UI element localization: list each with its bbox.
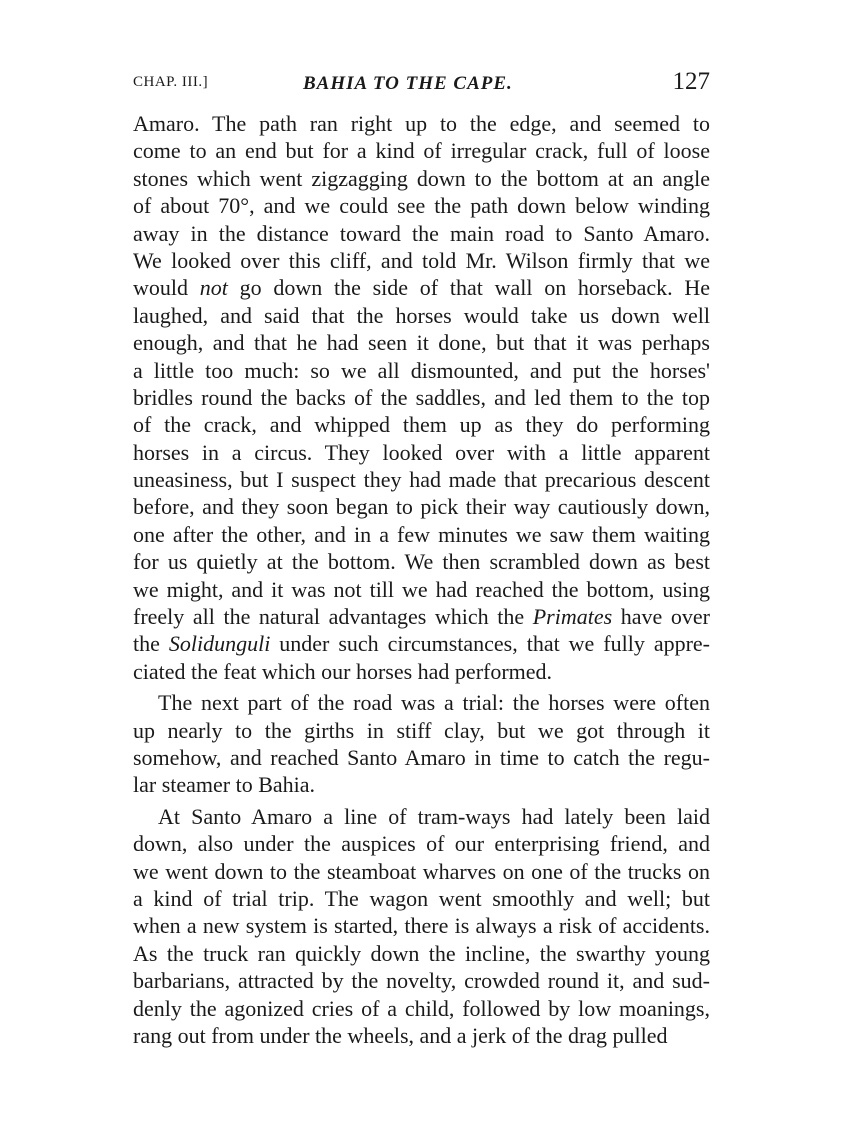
text-line: ciated the feat which our horses had performed. xyxy=(133,658,553,684)
text-line: of about 70°, and we could see the path down below winding xyxy=(133,193,710,219)
text-line: come to an end but for a kind of irregular crack, full of loose xyxy=(133,138,710,164)
text-line: we went down to the steamboat wharves on one of the trucks on xyxy=(133,858,710,884)
text-segment: would xyxy=(133,275,200,301)
page-number: 127 xyxy=(672,68,710,95)
text-line: down, also under the auspices of our enterprising friend, and xyxy=(133,831,710,857)
italic-term: Solidunguli xyxy=(168,631,271,657)
text-line: we might, and it was not till we had reached the bottom, using xyxy=(133,576,710,602)
text-line: when a new system is started, there is always a risk of accidents. xyxy=(133,913,710,939)
text-line: one after the other, and in a few minutes we saw them waiting xyxy=(133,521,710,547)
text-line: enough, and that he had seen it done, but that it was perhaps xyxy=(133,330,710,356)
text-line: of the crack, and whipped them up as they do performing xyxy=(133,412,710,438)
text-line: We looked over this cliff, and told Mr. Wilson firmly that we xyxy=(133,247,710,273)
text-line: away in the distance toward the main road to Santo Amaro. xyxy=(133,220,710,246)
text-line: laughed, and said that the horses would take us down well xyxy=(133,302,710,328)
text-line: barbarians, attracted by the novelty, crowded round it, and sud- xyxy=(133,968,710,994)
text-line: for us quietly at the bottom. We then scrambled down as best xyxy=(133,549,710,575)
text-line: denly the agonized cries of a child, followed by low moanings, xyxy=(133,995,710,1021)
text-line: As the truck ran quickly down the incline, the swarthy young xyxy=(133,940,710,966)
text-line xyxy=(133,603,710,630)
text-segment: go down the side of that wall on horseback. He xyxy=(227,275,711,301)
text-line: At Santo Amaro a line of tram-ways had lately been laid xyxy=(158,803,710,829)
text-line: lar steamer to Bahia. xyxy=(133,772,316,798)
text-line: a little too much: so we all dismounted, and put the horses' xyxy=(133,357,710,383)
paragraph xyxy=(133,803,710,1050)
paragraph xyxy=(133,110,710,685)
text-line: somehow, and reached Santo Amaro in time to catch the regu- xyxy=(133,744,710,770)
chapter-label: CHAP. III.] xyxy=(133,74,209,90)
text-line: Amaro. The path ran right up to the edge, and seemed to xyxy=(133,111,710,136)
text-segment: have over xyxy=(612,604,710,630)
text-segment: under such circumstances, that we fully appre- xyxy=(270,631,710,657)
text-line: rang out from under the wheels, and a jerk of the drag pulled xyxy=(133,1022,668,1048)
body-text xyxy=(133,110,710,1049)
text-line: bridles round the backs of the saddles, and led them to the top xyxy=(133,384,710,410)
text-line: a kind of trial trip. The wagon went smoothly and well; but xyxy=(133,885,710,911)
text-line xyxy=(133,274,710,301)
running-title: BAHIA TO THE CAPE. xyxy=(303,73,513,94)
text-segment: freely all the natural advantages which the xyxy=(133,604,533,630)
text-line xyxy=(133,630,710,657)
italic-term: Primates xyxy=(532,604,613,630)
text-line: before, and they soon began to pick their way cautiously down, xyxy=(133,494,710,520)
text-line: horses in a circus. They looked over with a little apparent xyxy=(133,439,710,465)
text-line: The next part of the road was a trial: the horses were often xyxy=(158,690,710,716)
text-line: uneasiness, but I suspect they had made that precarious descent xyxy=(133,467,710,493)
running-head xyxy=(133,70,710,104)
text-segment: the xyxy=(133,631,169,657)
paragraph xyxy=(133,689,710,799)
text-line: up nearly to the girths in stiff clay, but we got through it xyxy=(133,717,710,743)
text-line: stones which went zigzagging down to the bottom at an angle xyxy=(133,165,710,191)
italic-term: not xyxy=(199,275,228,301)
